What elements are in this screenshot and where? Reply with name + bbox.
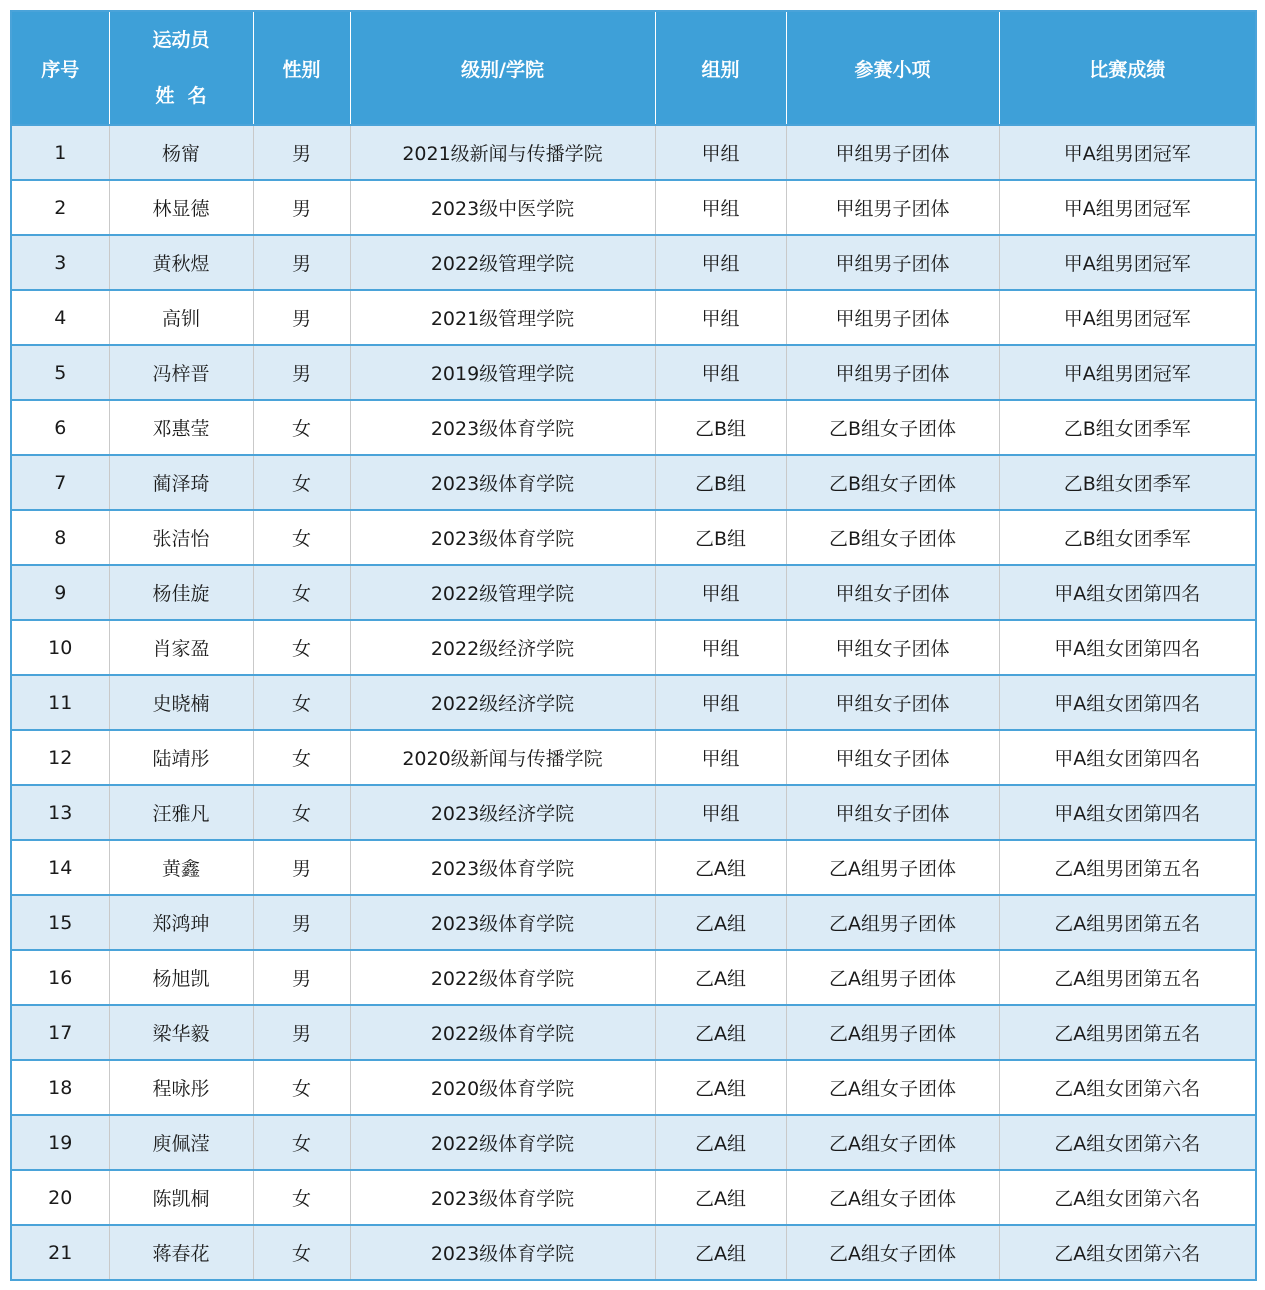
cell-athlete-name: 陆靖彤 bbox=[109, 730, 253, 785]
table-row bbox=[11, 1115, 1256, 1170]
cell-group: 甲组 bbox=[655, 675, 786, 730]
cell-group: 甲组 bbox=[655, 785, 786, 840]
cell-group: 乙A组 bbox=[655, 840, 786, 895]
cell-gender: 男 bbox=[253, 345, 350, 400]
table-row bbox=[11, 1225, 1256, 1280]
cell-event: 乙B组女子团体 bbox=[786, 400, 999, 455]
results-table-container bbox=[10, 10, 1255, 1281]
header-result: 比赛成绩 bbox=[999, 11, 1256, 125]
cell-grade-college: 2020级体育学院 bbox=[350, 1060, 655, 1115]
cell-event: 甲组女子团体 bbox=[786, 675, 999, 730]
cell-result: 乙B组女团季军 bbox=[999, 400, 1256, 455]
table-row bbox=[11, 290, 1256, 345]
cell-grade-college: 2023级体育学院 bbox=[350, 455, 655, 510]
cell-event: 甲组男子团体 bbox=[786, 125, 999, 180]
cell-group: 甲组 bbox=[655, 620, 786, 675]
cell-athlete-name: 林显德 bbox=[109, 180, 253, 235]
table-row bbox=[11, 620, 1256, 675]
table-row bbox=[11, 895, 1256, 950]
cell-result: 乙A组女团第六名 bbox=[999, 1170, 1256, 1225]
cell-index: 11 bbox=[11, 675, 109, 730]
cell-gender: 女 bbox=[253, 1060, 350, 1115]
cell-index: 8 bbox=[11, 510, 109, 565]
cell-result: 乙A组女团第六名 bbox=[999, 1225, 1256, 1280]
cell-grade-college: 2023级体育学院 bbox=[350, 400, 655, 455]
table-row bbox=[11, 125, 1256, 180]
cell-grade-college: 2022级经济学院 bbox=[350, 675, 655, 730]
cell-result: 乙A组男团第五名 bbox=[999, 840, 1256, 895]
cell-result: 乙A组男团第五名 bbox=[999, 950, 1256, 1005]
cell-group: 乙A组 bbox=[655, 1005, 786, 1060]
cell-group: 甲组 bbox=[655, 125, 786, 180]
cell-grade-college: 2022级经济学院 bbox=[350, 620, 655, 675]
cell-gender: 女 bbox=[253, 1115, 350, 1170]
cell-grade-college: 2023级体育学院 bbox=[350, 1225, 655, 1280]
cell-gender: 男 bbox=[253, 125, 350, 180]
cell-athlete-name: 蒋春花 bbox=[109, 1225, 253, 1280]
cell-grade-college: 2023级体育学院 bbox=[350, 840, 655, 895]
cell-athlete-name: 梁华毅 bbox=[109, 1005, 253, 1060]
cell-event: 甲组男子团体 bbox=[786, 235, 999, 290]
table-row bbox=[11, 1170, 1256, 1225]
cell-index: 12 bbox=[11, 730, 109, 785]
cell-gender: 女 bbox=[253, 400, 350, 455]
cell-result: 甲A组女团第四名 bbox=[999, 730, 1256, 785]
cell-index: 6 bbox=[11, 400, 109, 455]
cell-grade-college: 2022级体育学院 bbox=[350, 950, 655, 1005]
cell-group: 乙A组 bbox=[655, 1060, 786, 1115]
cell-gender: 男 bbox=[253, 1005, 350, 1060]
cell-grade-college: 2020级新闻与传播学院 bbox=[350, 730, 655, 785]
cell-grade-college: 2023级体育学院 bbox=[350, 1170, 655, 1225]
cell-index: 5 bbox=[11, 345, 109, 400]
header-athlete-line2: 姓 名 bbox=[155, 85, 207, 107]
cell-group: 乙A组 bbox=[655, 895, 786, 950]
cell-group: 甲组 bbox=[655, 565, 786, 620]
cell-athlete-name: 邓惠莹 bbox=[109, 400, 253, 455]
cell-event: 乙A组男子团体 bbox=[786, 950, 999, 1005]
cell-index: 18 bbox=[11, 1060, 109, 1115]
cell-athlete-name: 庾佩滢 bbox=[109, 1115, 253, 1170]
cell-athlete-name: 汪雅凡 bbox=[109, 785, 253, 840]
cell-index: 15 bbox=[11, 895, 109, 950]
cell-index: 14 bbox=[11, 840, 109, 895]
cell-result: 甲A组男团冠军 bbox=[999, 235, 1256, 290]
cell-gender: 女 bbox=[253, 675, 350, 730]
cell-event: 甲组女子团体 bbox=[786, 620, 999, 675]
cell-group: 甲组 bbox=[655, 345, 786, 400]
cell-group: 乙A组 bbox=[655, 950, 786, 1005]
cell-athlete-name: 黄秋煜 bbox=[109, 235, 253, 290]
cell-event: 甲组男子团体 bbox=[786, 180, 999, 235]
cell-event: 乙A组男子团体 bbox=[786, 840, 999, 895]
header-grade-college: 级别/学院 bbox=[350, 11, 655, 125]
cell-index: 16 bbox=[11, 950, 109, 1005]
results-table bbox=[10, 10, 1257, 1281]
cell-index: 10 bbox=[11, 620, 109, 675]
cell-group: 乙B组 bbox=[655, 400, 786, 455]
cell-event: 乙A组男子团体 bbox=[786, 1005, 999, 1060]
cell-grade-college: 2022级管理学院 bbox=[350, 235, 655, 290]
cell-gender: 男 bbox=[253, 180, 350, 235]
cell-event: 乙B组女子团体 bbox=[786, 455, 999, 510]
cell-group: 乙A组 bbox=[655, 1115, 786, 1170]
cell-athlete-name: 程咏彤 bbox=[109, 1060, 253, 1115]
table-row bbox=[11, 455, 1256, 510]
cell-event: 甲组女子团体 bbox=[786, 730, 999, 785]
header-gender: 性别 bbox=[253, 11, 350, 125]
table-row bbox=[11, 345, 1256, 400]
header-index: 序号 bbox=[11, 11, 109, 125]
cell-grade-college: 2019级管理学院 bbox=[350, 345, 655, 400]
cell-athlete-name: 杨佳旋 bbox=[109, 565, 253, 620]
cell-event: 甲组女子团体 bbox=[786, 565, 999, 620]
cell-grade-college: 2022级管理学院 bbox=[350, 565, 655, 620]
table-row bbox=[11, 840, 1256, 895]
cell-gender: 女 bbox=[253, 620, 350, 675]
cell-gender: 女 bbox=[253, 510, 350, 565]
cell-grade-college: 2021级管理学院 bbox=[350, 290, 655, 345]
cell-gender: 男 bbox=[253, 840, 350, 895]
cell-result: 甲A组女团第四名 bbox=[999, 675, 1256, 730]
header-athlete-name bbox=[109, 11, 253, 125]
cell-grade-college: 2023级经济学院 bbox=[350, 785, 655, 840]
cell-gender: 女 bbox=[253, 455, 350, 510]
cell-gender: 男 bbox=[253, 290, 350, 345]
cell-group: 甲组 bbox=[655, 180, 786, 235]
table-row bbox=[11, 510, 1256, 565]
cell-athlete-name: 史晓楠 bbox=[109, 675, 253, 730]
cell-result: 乙A组男团第五名 bbox=[999, 1005, 1256, 1060]
table-row bbox=[11, 235, 1256, 290]
cell-result: 乙A组女团第六名 bbox=[999, 1115, 1256, 1170]
cell-result: 甲A组女团第四名 bbox=[999, 565, 1256, 620]
cell-athlete-name: 杨甯 bbox=[109, 125, 253, 180]
table-row bbox=[11, 950, 1256, 1005]
cell-athlete-name: 杨旭凯 bbox=[109, 950, 253, 1005]
cell-gender: 女 bbox=[253, 1170, 350, 1225]
cell-group: 甲组 bbox=[655, 730, 786, 785]
table-row bbox=[11, 675, 1256, 730]
cell-gender: 女 bbox=[253, 785, 350, 840]
cell-result: 乙A组女团第六名 bbox=[999, 1060, 1256, 1115]
cell-index: 13 bbox=[11, 785, 109, 840]
header-row bbox=[11, 11, 1256, 125]
header-athlete-line1: 运动员 bbox=[152, 29, 210, 51]
cell-grade-college: 2022级体育学院 bbox=[350, 1005, 655, 1060]
cell-athlete-name: 陈凯桐 bbox=[109, 1170, 253, 1225]
cell-athlete-name: 张洁怡 bbox=[109, 510, 253, 565]
cell-grade-college: 2023级中医学院 bbox=[350, 180, 655, 235]
cell-index: 20 bbox=[11, 1170, 109, 1225]
cell-athlete-name: 高钏 bbox=[109, 290, 253, 345]
cell-grade-college: 2023级体育学院 bbox=[350, 895, 655, 950]
cell-index: 17 bbox=[11, 1005, 109, 1060]
cell-group: 甲组 bbox=[655, 290, 786, 345]
cell-index: 21 bbox=[11, 1225, 109, 1280]
cell-grade-college: 2021级新闻与传播学院 bbox=[350, 125, 655, 180]
cell-group: 乙B组 bbox=[655, 455, 786, 510]
cell-index: 2 bbox=[11, 180, 109, 235]
cell-index: 4 bbox=[11, 290, 109, 345]
cell-athlete-name: 黄鑫 bbox=[109, 840, 253, 895]
table-row bbox=[11, 1005, 1256, 1060]
cell-athlete-name: 蔺泽琦 bbox=[109, 455, 253, 510]
table-row bbox=[11, 565, 1256, 620]
cell-group: 甲组 bbox=[655, 235, 786, 290]
cell-grade-college: 2023级体育学院 bbox=[350, 510, 655, 565]
cell-group: 乙B组 bbox=[655, 510, 786, 565]
cell-event: 乙A组女子团体 bbox=[786, 1225, 999, 1280]
header-group: 组别 bbox=[655, 11, 786, 125]
cell-gender: 女 bbox=[253, 565, 350, 620]
cell-athlete-name: 冯梓晋 bbox=[109, 345, 253, 400]
header-event: 参赛小项 bbox=[786, 11, 999, 125]
cell-index: 1 bbox=[11, 125, 109, 180]
cell-event: 甲组女子团体 bbox=[786, 785, 999, 840]
cell-gender: 女 bbox=[253, 730, 350, 785]
cell-result: 甲A组男团冠军 bbox=[999, 180, 1256, 235]
cell-group: 乙A组 bbox=[655, 1225, 786, 1280]
cell-event: 乙B组女子团体 bbox=[786, 510, 999, 565]
cell-event: 乙A组女子团体 bbox=[786, 1170, 999, 1225]
table-row bbox=[11, 785, 1256, 840]
table-row bbox=[11, 400, 1256, 455]
cell-athlete-name: 肖家盈 bbox=[109, 620, 253, 675]
cell-gender: 男 bbox=[253, 950, 350, 1005]
cell-gender: 男 bbox=[253, 235, 350, 290]
cell-athlete-name: 郑鸿珅 bbox=[109, 895, 253, 950]
cell-result: 乙B组女团季军 bbox=[999, 510, 1256, 565]
cell-index: 9 bbox=[11, 565, 109, 620]
cell-result: 甲A组男团冠军 bbox=[999, 125, 1256, 180]
table-row bbox=[11, 730, 1256, 785]
cell-result: 甲A组女团第四名 bbox=[999, 785, 1256, 840]
cell-grade-college: 2022级体育学院 bbox=[350, 1115, 655, 1170]
table-row bbox=[11, 1060, 1256, 1115]
cell-index: 19 bbox=[11, 1115, 109, 1170]
cell-result: 甲A组男团冠军 bbox=[999, 345, 1256, 400]
cell-gender: 女 bbox=[253, 1225, 350, 1280]
cell-gender: 男 bbox=[253, 895, 350, 950]
cell-result: 甲A组男团冠军 bbox=[999, 290, 1256, 345]
cell-result: 甲A组女团第四名 bbox=[999, 620, 1256, 675]
cell-event: 乙A组女子团体 bbox=[786, 1060, 999, 1115]
cell-result: 乙A组男团第五名 bbox=[999, 895, 1256, 950]
cell-index: 7 bbox=[11, 455, 109, 510]
cell-index: 3 bbox=[11, 235, 109, 290]
cell-event: 甲组男子团体 bbox=[786, 290, 999, 345]
cell-group: 乙A组 bbox=[655, 1170, 786, 1225]
cell-result: 乙B组女团季军 bbox=[999, 455, 1256, 510]
table-body bbox=[11, 125, 1256, 1280]
cell-event: 甲组男子团体 bbox=[786, 345, 999, 400]
cell-event: 乙A组男子团体 bbox=[786, 895, 999, 950]
table-row bbox=[11, 180, 1256, 235]
cell-event: 乙A组女子团体 bbox=[786, 1115, 999, 1170]
